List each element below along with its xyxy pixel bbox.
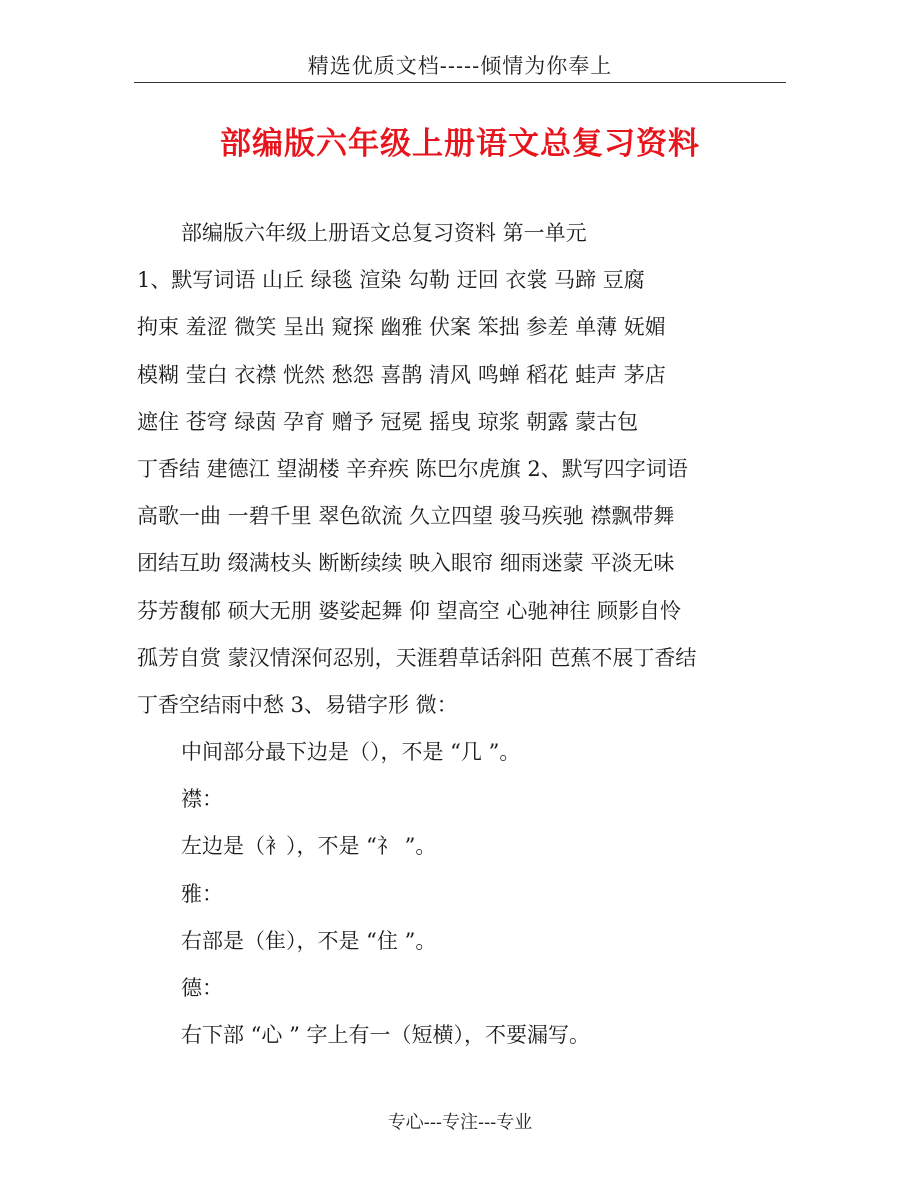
idiom-line: 孤芳自赏 蒙汉情深何忍别，天涯碧草话斜阳 芭蕉不展丁香结 bbox=[137, 645, 697, 670]
document-body bbox=[137, 210, 797, 1059]
character-note: 右下部 “心 ” 字上有一（短横），不要漏写。 bbox=[181, 1023, 590, 1048]
page-footer: 专心---专注---专业 bbox=[387, 1112, 533, 1133]
page-header: 精选优质文档-----倾情为你奉上 bbox=[307, 54, 613, 78]
vocabulary-line: 遮住 苍穹 绿茵 孕育 赠予 冠冕 摇曳 琼浆 朝露 蒙古包 bbox=[137, 409, 639, 434]
idiom-line: 丁香空结雨中愁 3、易错字形 微： bbox=[137, 692, 458, 717]
vocabulary-line: 拘束 羞涩 微笑 呈出 窥探 幽雅 伏案 笨拙 参差 单薄 妩媚 bbox=[137, 315, 666, 340]
character-label: 襟： bbox=[181, 787, 223, 812]
character-label: 德： bbox=[181, 976, 223, 1000]
vocabulary-line: 1、默写词语 山丘 绿毯 渲染 勾勒 迂回 衣裳 马蹄 豆腐 bbox=[137, 268, 645, 293]
character-note: 左边是（衤），不是 “礻 ”。 bbox=[181, 834, 437, 859]
vocabulary-line: 模糊 莹白 衣襟 恍然 愁怨 喜鹊 清风 鸣蝉 稻花 蛙声 茅店 bbox=[137, 362, 666, 387]
document-title: 部编版六年级上册语文总复习资料 bbox=[220, 126, 700, 162]
idiom-line: 芬芳馥郁 硕大无朋 婆娑起舞 仰 望高空 心驰神往 顾影自怜 bbox=[137, 598, 682, 623]
character-note: 中间部分最下边是（），不是 “几 ”。 bbox=[181, 740, 521, 765]
vocabulary-line: 丁香结 建德江 望湖楼 辛弃疾 陈巴尔虎旗 2、默写四字词语 bbox=[137, 456, 688, 481]
section-heading: 部编版六年级上册语文总复习资料 第一单元 bbox=[181, 221, 587, 245]
header-divider bbox=[134, 82, 786, 83]
idiom-line: 高歌一曲 一碧千里 翠色欲流 久立四望 骏马疾驰 襟飘带舞 bbox=[137, 504, 675, 529]
idiom-line: 团结互助 缀满枝头 断断续续 映入眼帘 细雨迷蒙 平淡无味 bbox=[137, 551, 675, 576]
character-note: 右部是（隹），不是 “住 ”。 bbox=[181, 928, 437, 953]
character-label: 雅： bbox=[181, 881, 223, 906]
